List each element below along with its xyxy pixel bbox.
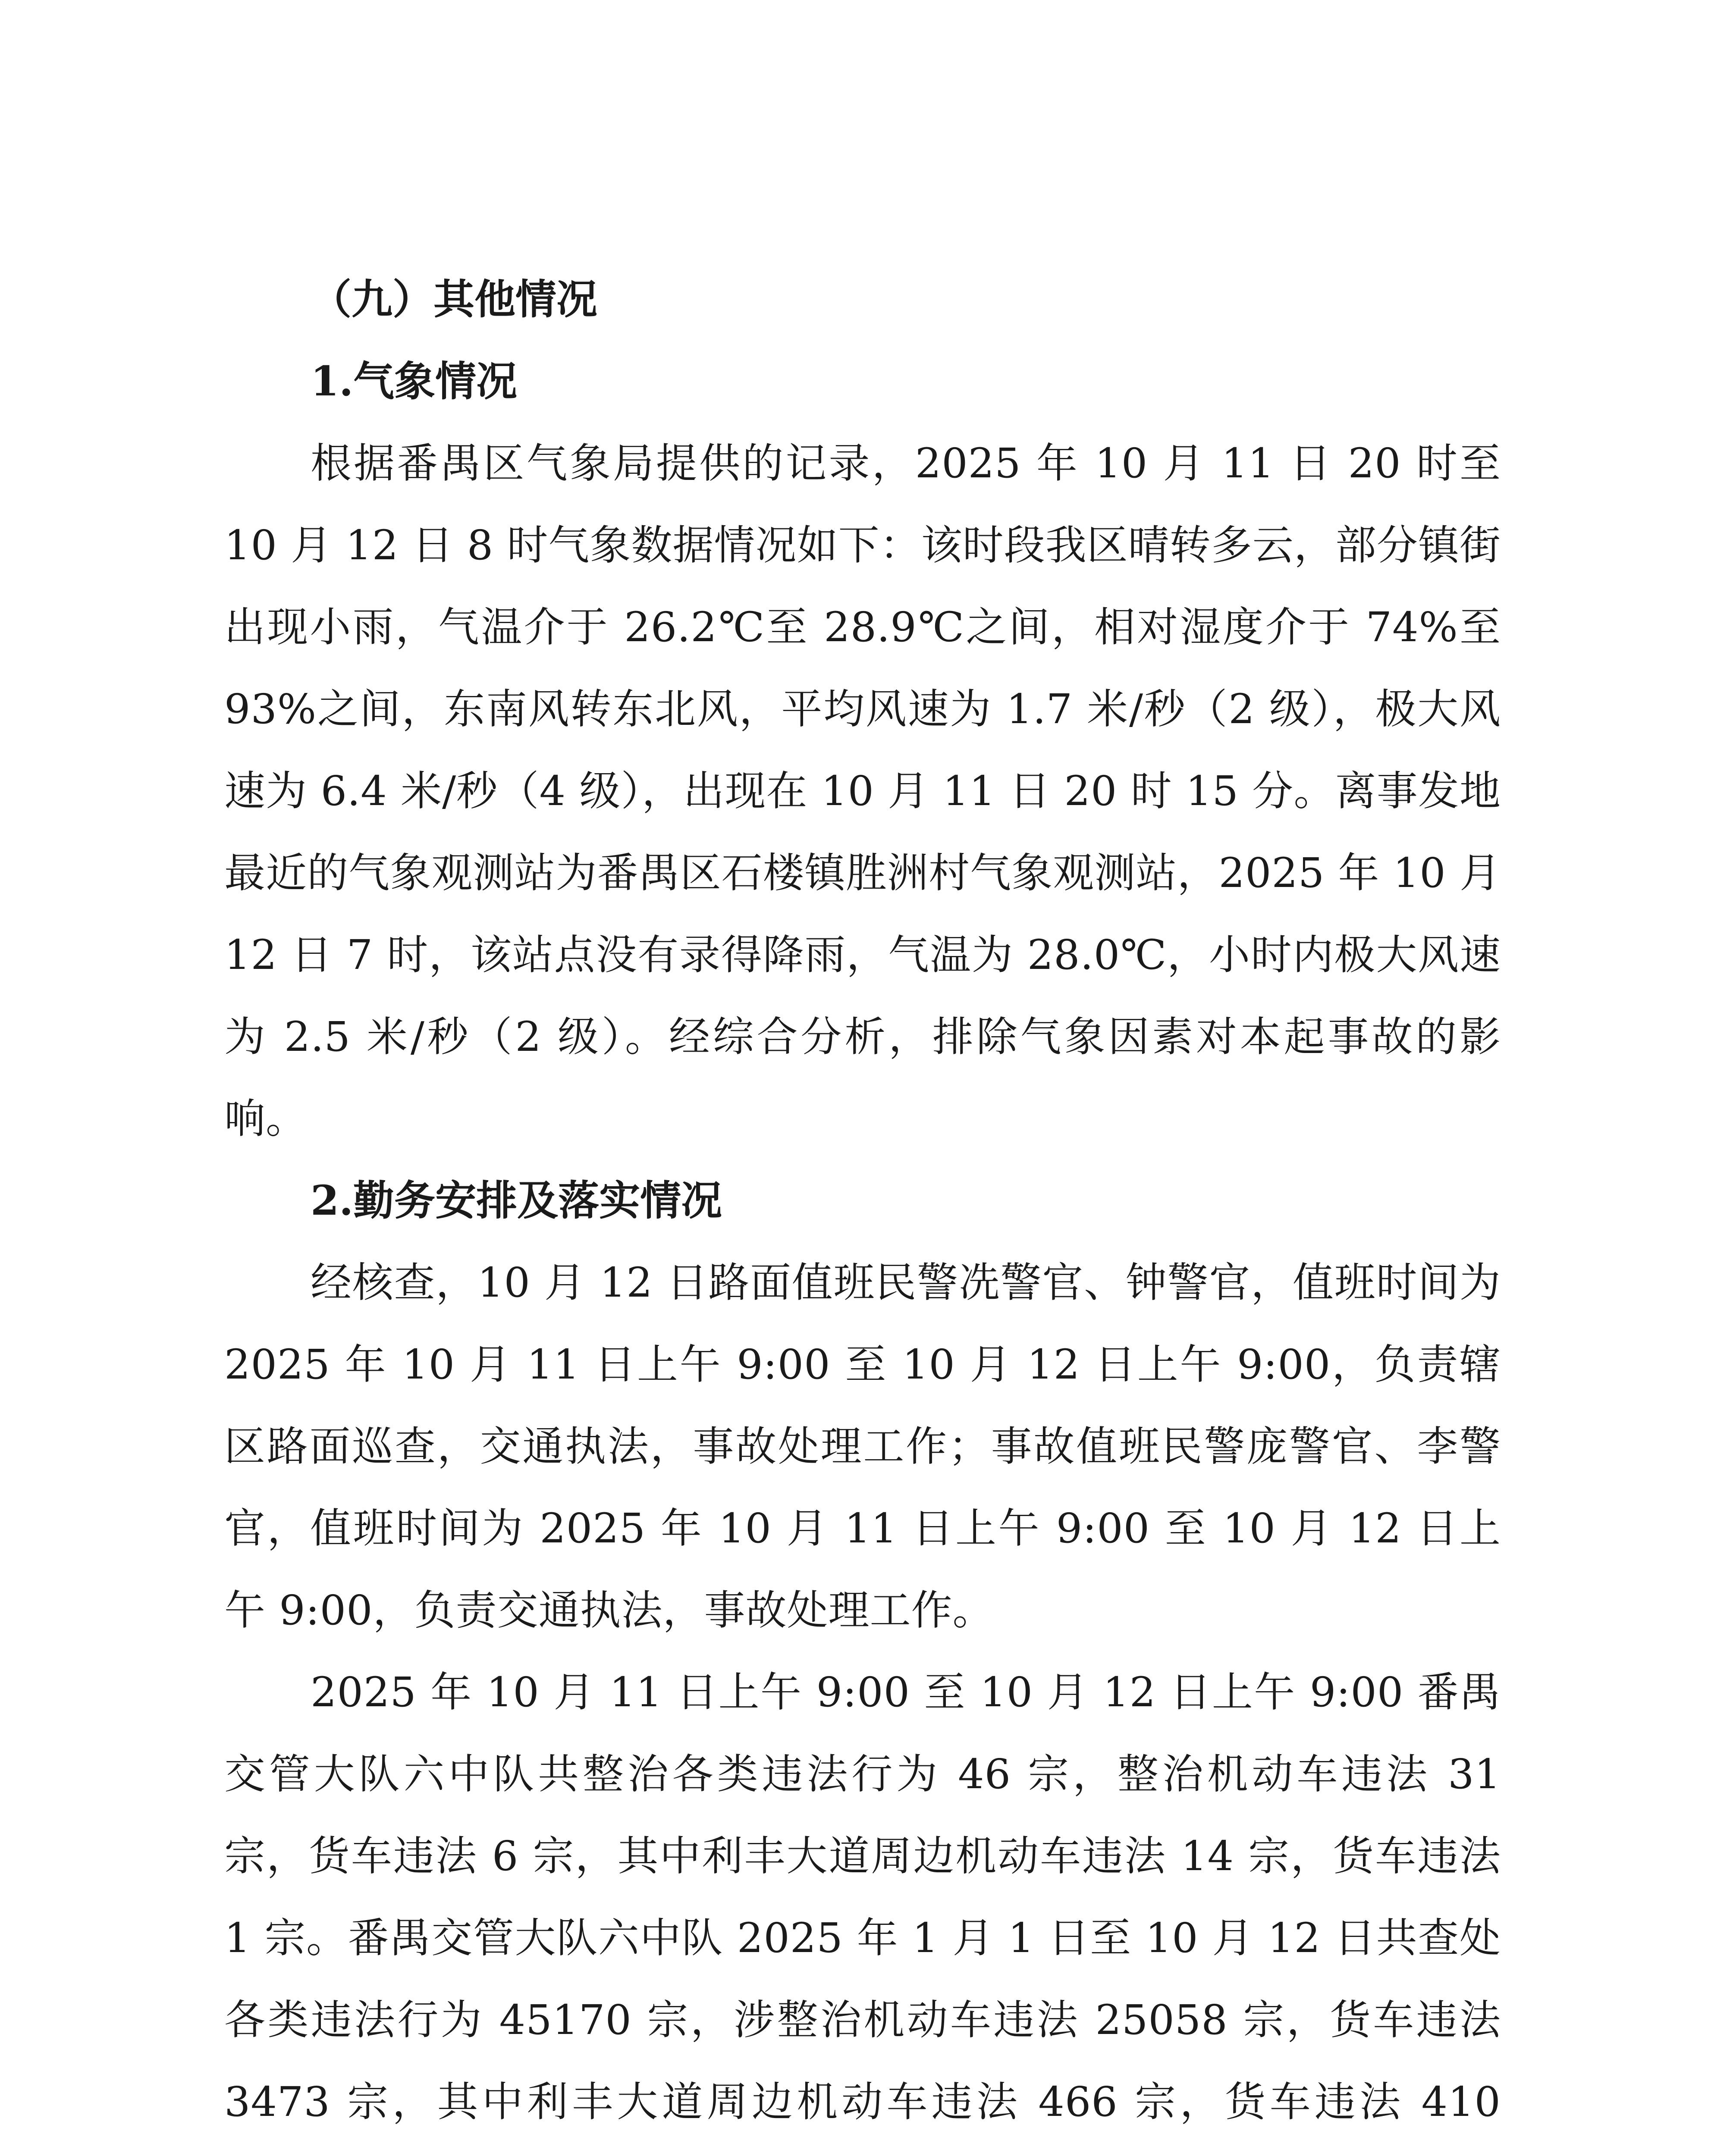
duty-paragraph: 经核查，10 月 12 日路面值班民警冼警官、钟警官，值班时间为 2025 年 10 月 11 日上午 9:00 至 10 月 12 日上午 9:00，负责辖区路面巡查，交通执法，事故处理工作；事故值班民警庞警官、李警官，值班时间为 2025 年 10 月 11 日上午 9:00 至 10 月 12 日上午 9:00，负责交通执法，事故处理工作。 (224, 1259, 1501, 1634)
section-heading: （九）其他情况 (311, 276, 598, 323)
document-body (224, 259, 1501, 2156)
subsection-2-heading: 2.勤务安排及落实情况 (311, 1177, 722, 1225)
weather-paragraph: 根据番禺区气象局提供的记录，2025 年 10 月 11 日 20 时至 10 月 12 日 8 时气象数据情况如下：该时段我区晴转多云，部分镇街出现小雨，气温介于 26.2℃至 28.9℃之间，相对湿度介于 74%至 93%之间，东南风转东北风，平均风速为 1.7 米/秒（2 级），极大风速为 6.4 米/秒（4 级），出现在 10 月 11 日 20 时 15 分。离事发地最近的气象观测站为番禺区石楼镇胜洲村气象观测站，2025 年 10 月 12 日 7 时，该站点没有录得降雨，气温为 28.0℃，小时内极大风速为 2.5 米/秒（2 级）。经综合分析，排除气象因素对本起事故的影响。 (224, 440, 1501, 1143)
enforcement-paragraph: 2025 年 10 月 11 日上午 9:00 至 10 月 12 日上午 9:00 番禺交管大队六中队共整治各类违法行为 46 宗，整治机动车违法 31 宗，货车违法 6 宗，其中利丰大道周边机动车违法 14 宗，货车违法 1 宗。番禺交管大队六中队 2025 年 1 月 1 日至 10 月 12 日共查处各类违法行为 45170 宗，涉整治机动车违法 25058 宗，货车违法 3473 宗，其中利丰大道周边机动车违法 466 宗，货车违法 410 (224, 1669, 1501, 2126)
subsection-1-heading: 1.气象情况 (311, 357, 518, 405)
